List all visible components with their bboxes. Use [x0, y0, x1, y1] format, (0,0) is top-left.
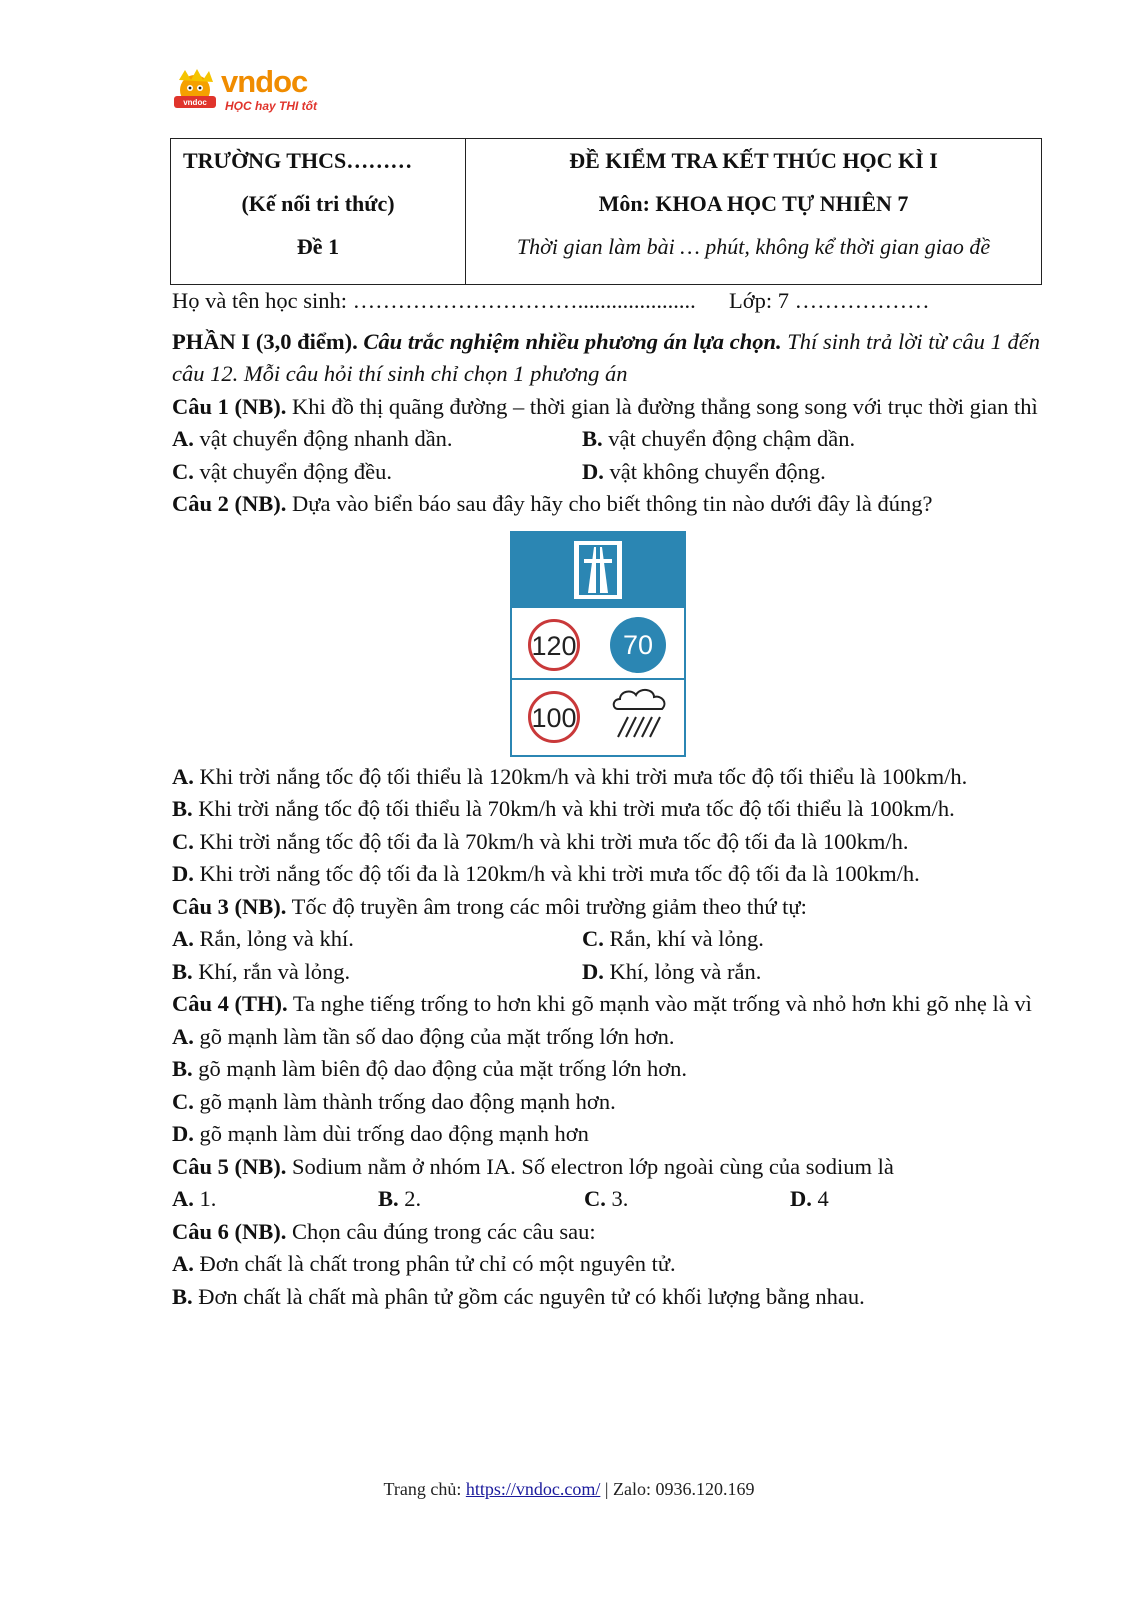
- q1-option-d[interactable]: D. vật không chuyển động.: [582, 458, 826, 484]
- q3-label: Câu 3 (NB).: [172, 893, 287, 919]
- logo-slogan: HỌC hay THI tốt: [225, 99, 317, 113]
- q3-option-b[interactable]: B. Khí, rắn và lỏng.: [172, 958, 351, 984]
- school-name: TRƯỜNG THCS………: [183, 148, 413, 173]
- min-speed-circle-70: 70: [610, 617, 666, 673]
- q5-option-c[interactable]: C. 3.: [584, 1186, 629, 1211]
- q6-option-a[interactable]: A. Đơn chất là chất trong phân tử chỉ có một nguyên tử.: [172, 1251, 676, 1276]
- vndoc-mascot-icon: [171, 68, 219, 112]
- header-left-cell: [171, 139, 466, 285]
- part1-heading: [172, 326, 1040, 391]
- exam-variant: Đề 1: [296, 234, 340, 259]
- q6-label: Câu 6 (NB).: [172, 1218, 287, 1244]
- part1-instruction: Thí sinh trả lời từ câu 1 đến câu 12. Mỗi câu hỏi thí sinh chỉ chọn 1 phương án: [172, 328, 1040, 386]
- question-2: [172, 488, 1040, 521]
- q1-option-a[interactable]: A. vật chuyển động nhanh dần.: [172, 426, 453, 451]
- footer-home-link[interactable]: https://vndoc.com/: [465, 1479, 601, 1499]
- exam-header-table: [170, 138, 1042, 285]
- logo-badge-text: vndoc: [183, 98, 207, 107]
- footer-home-label: Trang chủ:: [383, 1479, 462, 1499]
- q1-options-row-2: [172, 456, 1040, 489]
- header-right-cell: [466, 139, 1042, 285]
- page-footer: [0, 1479, 1138, 1500]
- exam-subject: Môn: KHOA HỌC TỰ NHIÊN 7: [598, 191, 909, 216]
- q5-text: Sodium nằm ở nhóm IA. Số electron lớp ngoài cùng của sodium là: [292, 1153, 894, 1179]
- logo-brand: vndoc: [221, 64, 308, 99]
- student-class-dots: ………………: [794, 288, 930, 313]
- q5-label: Câu 5 (NB).: [172, 1153, 287, 1179]
- student-class-label: Lớp: 7: [728, 288, 789, 313]
- student-name-label: Họ và tên học sinh:: [172, 288, 347, 313]
- highway-icon: [512, 533, 684, 608]
- exam-title: ĐỀ KIỂM TRA KẾT THÚC HỌC KÌ I: [569, 148, 938, 173]
- speed-circle-120: 120: [528, 619, 580, 671]
- q3-options-row-1: [172, 923, 1040, 956]
- q3-option-a[interactable]: A. Rắn, lỏng và khí.: [172, 926, 354, 951]
- part1-subtitle: Câu trắc nghiệm nhiều phương án lựa chọn.: [363, 328, 782, 354]
- question-3: [172, 891, 1040, 924]
- q1-option-c[interactable]: C. vật chuyển động đều.: [172, 458, 392, 484]
- q6-text: Chọn câu đúng trong các câu sau:: [292, 1218, 596, 1244]
- q2-label: Câu 2 (NB).: [172, 491, 287, 516]
- q1-label: Câu 1 (NB).: [172, 393, 287, 419]
- q3-option-c[interactable]: C. Rắn, khí và lỏng.: [582, 926, 764, 951]
- part1-title: PHẦN I (3,0 điểm).: [172, 328, 358, 354]
- q5-option-a[interactable]: A. 1.: [172, 1186, 217, 1211]
- question-1: [172, 391, 1040, 424]
- exam-time-note: Thời gian làm bài … phút, không kể thời gian giao đề: [516, 234, 991, 259]
- q5-option-b[interactable]: B. 2.: [378, 1186, 422, 1211]
- q6-option-b[interactable]: B. Đơn chất là chất mà phân tử gồm các nguyên tử có khối lượng bằng nhau.: [172, 1283, 865, 1309]
- speed-circle-100: 100: [528, 691, 580, 743]
- q2-option-b[interactable]: B. Khi trời nắng tốc độ tối thiểu là 70km/h và khi trời mưa tốc độ tối thiểu là 100km/h.: [172, 796, 955, 821]
- student-name-dots: ………………………….....................: [352, 288, 696, 313]
- vndoc-logo: [171, 66, 331, 118]
- q1-text: Khi đồ thị quãng đường – thời gian là đường thẳng song song với trục thời gian thì: [292, 393, 1038, 419]
- rain-cloud-icon: [608, 685, 674, 747]
- question-5: [172, 1151, 1040, 1184]
- sign-divider: [512, 678, 684, 680]
- q1-options-row-1: [172, 423, 1040, 456]
- q4-option-a[interactable]: A. gõ mạnh làm tần số dao động của mặt trống lớn hơn.: [172, 1023, 675, 1049]
- q1-option-b[interactable]: B. vật chuyển động chậm dần.: [582, 426, 856, 451]
- q2-option-c[interactable]: C. Khi trời nắng tốc độ tối đa là 70km/h và khi trời mưa tốc độ tối đa là 100km/h.: [172, 828, 909, 854]
- footer-zalo: Zalo: 0936.120.169: [612, 1479, 755, 1499]
- q4-label: Câu 4 (TH).: [172, 991, 288, 1016]
- question-4: [172, 988, 1040, 1021]
- q2-option-a[interactable]: A. Khi trời nắng tốc độ tối thiểu là 120km/h và khi trời mưa tốc độ tối thiểu là 100km/h.: [172, 763, 968, 789]
- q2-text: Dựa vào biển báo sau đây hãy cho biết thông tin nào dưới đây là đúng?: [292, 491, 933, 516]
- sign-header: [512, 533, 684, 608]
- q2-figure: [172, 521, 1040, 761]
- q3-options-row-2: [172, 956, 1040, 989]
- q4-option-c[interactable]: C. gõ mạnh làm thành trống dao động mạnh hơn.: [172, 1088, 616, 1114]
- q4-option-d[interactable]: D. gõ mạnh làm dùi trống dao động mạnh hơn: [172, 1121, 589, 1146]
- q4-text: Ta nghe tiếng trống to hơn khi gõ mạnh vào mặt trống và nhỏ hơn khi gõ nhẹ là vì: [292, 991, 1032, 1016]
- speed-limit-sign: [510, 531, 686, 757]
- q2-option-d[interactable]: D. Khi trời nắng tốc độ tối đa là 120km/h và khi trời mưa tốc độ tối đa là 100km/h.: [172, 861, 920, 886]
- question-6: [172, 1216, 1040, 1249]
- student-info-line: [172, 285, 1040, 318]
- q5-option-d[interactable]: D. 4: [790, 1186, 829, 1211]
- q3-option-d[interactable]: D. Khí, lỏng và rắn.: [582, 958, 762, 984]
- book-series: (Kế nối tri thức): [241, 191, 395, 216]
- q5-options: [172, 1183, 1040, 1216]
- q3-text: Tốc độ truyền âm trong các môi trường giảm theo thứ tự:: [291, 893, 807, 919]
- q4-option-b[interactable]: B. gõ mạnh làm biên độ dao động của mặt trống lớn hơn.: [172, 1056, 687, 1081]
- footer-separator: |: [604, 1479, 609, 1499]
- exam-body: [172, 285, 1040, 1313]
